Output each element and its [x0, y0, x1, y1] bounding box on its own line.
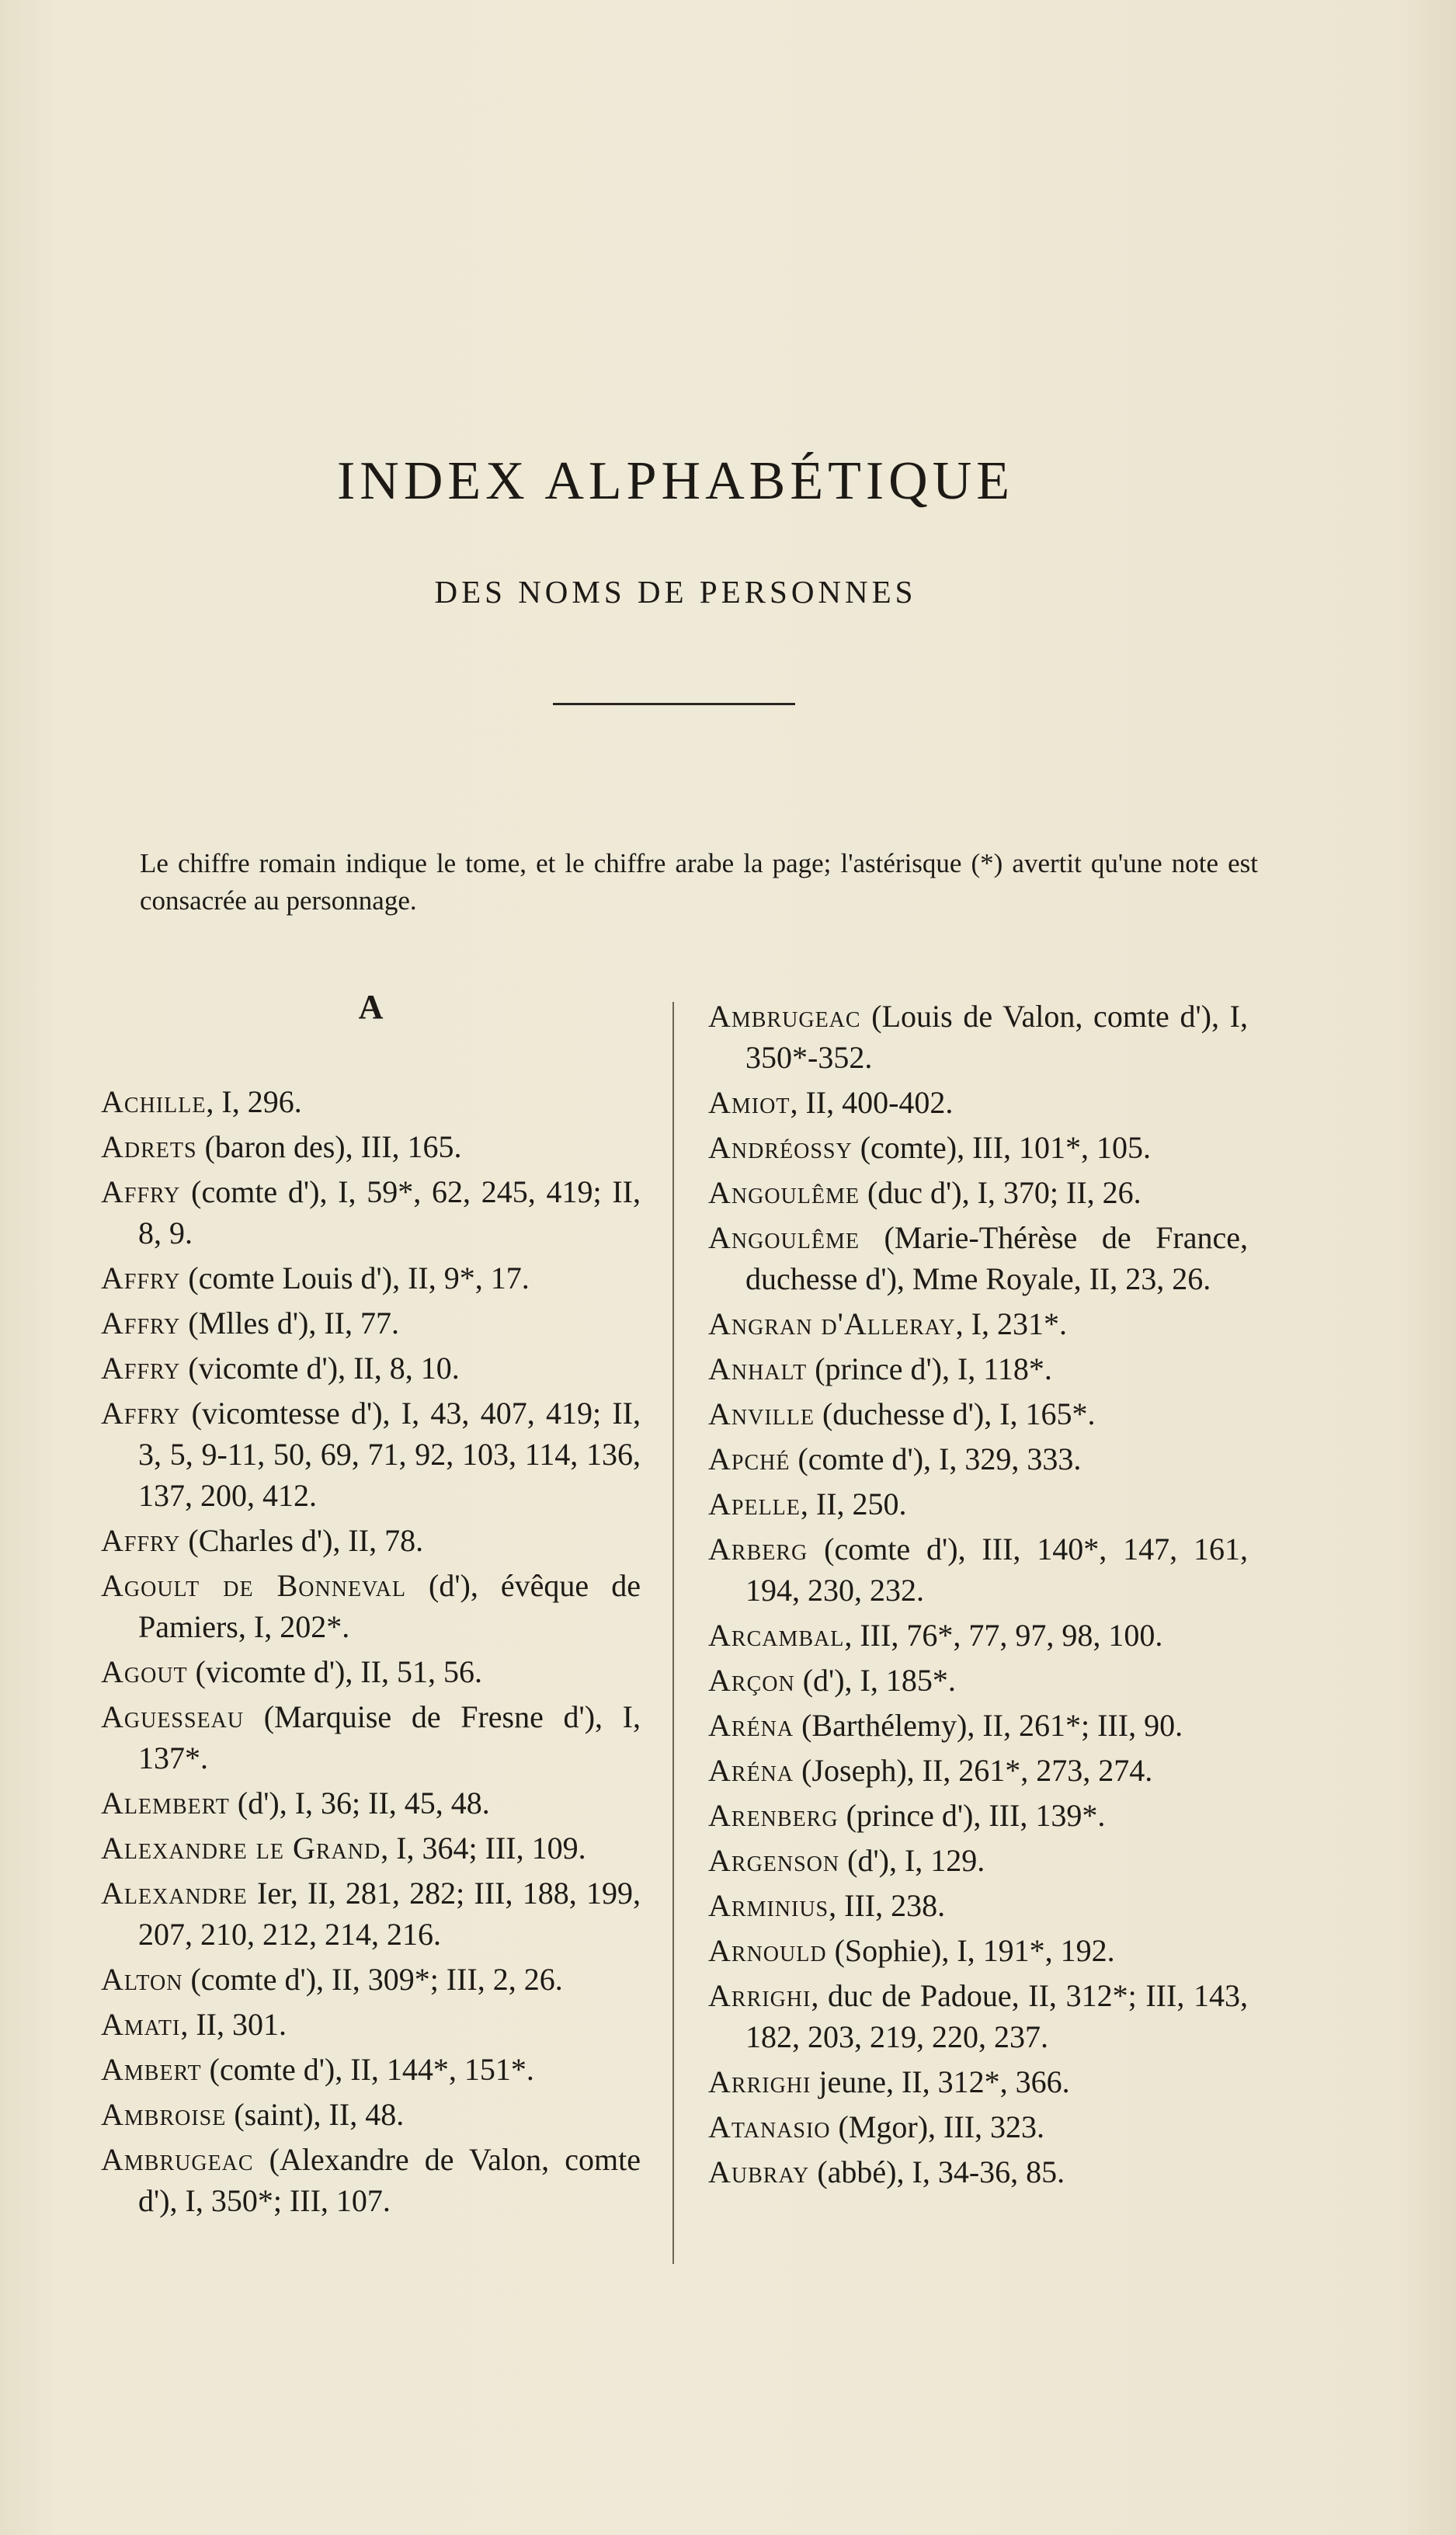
- index-entry: [101, 1651, 641, 1692]
- entry-name: Andréossy: [708, 1130, 853, 1165]
- entry-name: Apché: [708, 1441, 791, 1476]
- entry-references: (duchesse d'), I, 165*.: [814, 1396, 1096, 1431]
- index-entry: [101, 1126, 641, 1167]
- entry-references: , III, 76*, 77, 97, 98, 100.: [844, 1618, 1163, 1653]
- entry-references: (d'), I, 129.: [839, 1843, 985, 1878]
- entry-references: (Marie-Thérèse de France, duchesse d'), Mme Royale, II, 23, 26.: [745, 1220, 1248, 1296]
- entry-references: (Alexandre de Valon, comte d'), I, 350*; III, 107.: [138, 2142, 641, 2218]
- index-entry: [708, 2061, 1248, 2102]
- entry-references: (d'), évêque de Pamiers, I, 202*.: [138, 1568, 641, 1644]
- section-letter: A: [358, 988, 384, 1026]
- entry-references: , III, 238.: [829, 1888, 946, 1923]
- entry-name: Arçon: [708, 1663, 795, 1698]
- entry-name: Affry: [101, 1306, 181, 1341]
- entry-name: Angran d'Alleray: [708, 1306, 956, 1341]
- page-subtitle: DES NOMS DE PERSONNES: [434, 574, 917, 610]
- index-entry: [101, 1959, 641, 2000]
- entry-name: Alexandre le Grand: [101, 1831, 381, 1866]
- entry-name: Ambert: [101, 2052, 202, 2087]
- index-entry: [708, 1528, 1248, 1611]
- index-entry: [101, 1347, 641, 1389]
- entry-references: , II, 250.: [800, 1487, 907, 1521]
- index-entry: [101, 1302, 641, 1344]
- entry-name: Apelle: [708, 1487, 801, 1521]
- entry-name: Arenberg: [708, 1798, 839, 1833]
- index-entry: [708, 2106, 1248, 2147]
- entry-name: Aréna: [708, 1708, 794, 1743]
- entry-name: Anville: [708, 1396, 815, 1431]
- entry-name: Adrets: [101, 1129, 197, 1164]
- entry-references: (comte d'), I, 59*, 62, 245, 419; II, 8, 9.: [138, 1174, 641, 1250]
- entry-name: Alexandre: [101, 1876, 248, 1911]
- index-entry: [101, 1696, 641, 1779]
- entry-name: Agoult de Bonneval: [101, 1568, 406, 1603]
- entry-name: Arcambal: [708, 1618, 845, 1653]
- index-entry: [708, 1127, 1248, 1168]
- entry-references: (Charles d'), II, 78.: [180, 1523, 424, 1558]
- index-entry: [708, 1750, 1248, 1791]
- entry-name: Aubray: [708, 2154, 810, 2189]
- entry-name: Affry: [101, 1523, 181, 1558]
- entry-references: , I, 364; III, 109.: [381, 1831, 586, 1866]
- entry-name: Arberg: [708, 1532, 808, 1567]
- entry-references: (Mlles d'), II, 77.: [180, 1306, 399, 1341]
- index-entry: [708, 1393, 1248, 1434]
- index-entry: [708, 996, 1248, 1078]
- entry-references: (abbé), I, 34-36, 85.: [809, 2154, 1065, 2189]
- entry-name: Argenson: [708, 1843, 840, 1878]
- index-entry: [708, 1082, 1248, 1123]
- entry-name: Ambroise: [101, 2097, 227, 2132]
- entry-references: (comte d'), III, 140*, 147, 161, 194, 230, 232.: [745, 1532, 1248, 1608]
- entry-name: Angoulême: [708, 1220, 860, 1255]
- entry-references: (duc d'), I, 370; II, 26.: [859, 1175, 1142, 1210]
- entry-references: (comte), III, 101*, 105.: [852, 1130, 1152, 1165]
- index-entry: [101, 1565, 641, 1647]
- title-rule: [553, 703, 795, 705]
- entry-name: Arminius: [708, 1888, 829, 1923]
- index-entry: [101, 1520, 641, 1561]
- index-entry: [708, 1615, 1248, 1656]
- index-entry: [101, 1081, 641, 1122]
- entry-references: (comte Louis d'), II, 9*, 17.: [180, 1261, 530, 1295]
- entry-references: (Barthélemy), II, 261*; III, 90.: [794, 1708, 1183, 1743]
- entry-references: (d'), I, 36; II, 45, 48.: [229, 1786, 490, 1820]
- entry-name: Arrighi: [708, 2064, 811, 2099]
- index-entry: [101, 1257, 641, 1299]
- entry-references: (baron des), III, 165.: [196, 1129, 462, 1164]
- entry-name: Affry: [101, 1396, 181, 1431]
- index-entry: [708, 1885, 1248, 1926]
- entry-references: jeune, II, 312*, 366.: [811, 2064, 1070, 2099]
- entry-name: Alton: [101, 1962, 183, 1997]
- entry-name: Aguesseau: [101, 1699, 245, 1734]
- entry-references: , II, 301.: [180, 2007, 287, 2042]
- entry-name: Affry: [101, 1351, 181, 1386]
- index-entry: [708, 1483, 1248, 1525]
- index-column-right: [708, 996, 1248, 2196]
- index-entry: [101, 1782, 641, 1824]
- index-entry: [101, 1171, 641, 1254]
- entry-name: Arnould: [708, 1933, 827, 1968]
- entry-references: (comte d'), II, 309*; III, 2, 26.: [182, 1962, 563, 1997]
- entry-references: , I, 231*.: [955, 1306, 1067, 1341]
- explanatory-note: Le chiffre romain indique le tome, et le chiffre arabe la page; l'astérisque (*) avertit qu'une note est consacrée au personnage.: [140, 848, 1258, 916]
- entry-name: Affry: [101, 1261, 181, 1295]
- entry-references: (Marquise de Fresne d'), I, 137*.: [138, 1699, 641, 1775]
- entry-name: Amati: [101, 2007, 181, 2042]
- entry-references: (vicomtesse d'), I, 43, 407, 419; II, 3, 5, 9-11, 50, 69, 71, 92, 103, 114, 136, 137, 200, 412.: [138, 1396, 641, 1513]
- entry-references: (prince d'), III, 139*.: [838, 1798, 1106, 1833]
- entry-references: (d'), I, 185*.: [794, 1663, 956, 1698]
- entry-name: Achille: [101, 1084, 207, 1119]
- entry-references: , I, 296.: [206, 1084, 302, 1119]
- entry-references: (Joseph), II, 261*, 273, 274.: [794, 1753, 1153, 1788]
- index-list-right: [708, 996, 1248, 2192]
- index-entry: [708, 1348, 1248, 1389]
- page-title: INDEX ALPHABÉTIQUE: [336, 451, 1015, 511]
- index-entry: [708, 1795, 1248, 1836]
- column-divider: [672, 1002, 674, 2264]
- index-entry: [708, 1975, 1248, 2057]
- entry-references: (comte d'), I, 329, 333.: [790, 1441, 1082, 1476]
- index-entry: [101, 1873, 641, 1955]
- index-entry: [708, 1217, 1248, 1299]
- index-column-left: [101, 986, 641, 2225]
- index-entry: [708, 1705, 1248, 1746]
- entry-name: Alembert: [101, 1786, 230, 1820]
- index-entry: [708, 1840, 1248, 1881]
- entry-references: , duc de Padoue, II, 312*; III, 143, 182, 203, 219, 220, 237.: [745, 1978, 1248, 2054]
- entry-references: (vicomte d'), II, 8, 10.: [180, 1351, 460, 1386]
- index-entry: [101, 1393, 641, 1516]
- entry-references: (Louis de Valon, comte d'), I, 350*-352.: [745, 999, 1248, 1075]
- index-entry: [101, 2139, 641, 2221]
- index-entry: [101, 2049, 641, 2090]
- index-entry: [708, 1172, 1248, 1213]
- entry-name: Angoulême: [708, 1175, 860, 1210]
- entry-name: Agout: [101, 1654, 188, 1689]
- entry-name: Anhalt: [708, 1351, 808, 1386]
- entry-name: Amiot: [708, 1085, 791, 1120]
- entry-name: Atanasio: [708, 2109, 831, 2144]
- entry-name: Affry: [101, 1174, 181, 1209]
- index-entry: [101, 2004, 641, 2045]
- index-entry: [708, 1303, 1248, 1344]
- entry-name: Ambrugeac: [101, 2142, 254, 2177]
- entry-name: Arrighi: [708, 1978, 811, 2013]
- entry-references: (Mgor), III, 323.: [830, 2109, 1045, 2144]
- entry-references: , II, 400-402.: [790, 1085, 954, 1120]
- entry-name: Aréna: [708, 1753, 794, 1788]
- entry-references: (saint), II, 48.: [226, 2097, 405, 2132]
- index-entry: [708, 1930, 1248, 1971]
- entry-references: (prince d'), I, 118*.: [807, 1351, 1052, 1386]
- entry-name: Ambrugeac: [708, 999, 861, 1034]
- index-entry: [708, 1438, 1248, 1480]
- entry-references: (vicomte d'), II, 51, 56.: [187, 1654, 482, 1689]
- index-entry: [708, 1660, 1248, 1701]
- entry-references: Ier, II, 281, 282; III, 188, 199, 207, 210, 212, 214, 216.: [138, 1876, 641, 1952]
- index-entry: [708, 2151, 1248, 2192]
- index-list-left: [101, 1081, 641, 2221]
- index-entry: [101, 1827, 641, 1869]
- index-entry: [101, 2094, 641, 2135]
- entry-references: (Sophie), I, 191*, 192.: [826, 1933, 1115, 1968]
- entry-references: (comte d'), II, 144*, 151*.: [201, 2052, 534, 2087]
